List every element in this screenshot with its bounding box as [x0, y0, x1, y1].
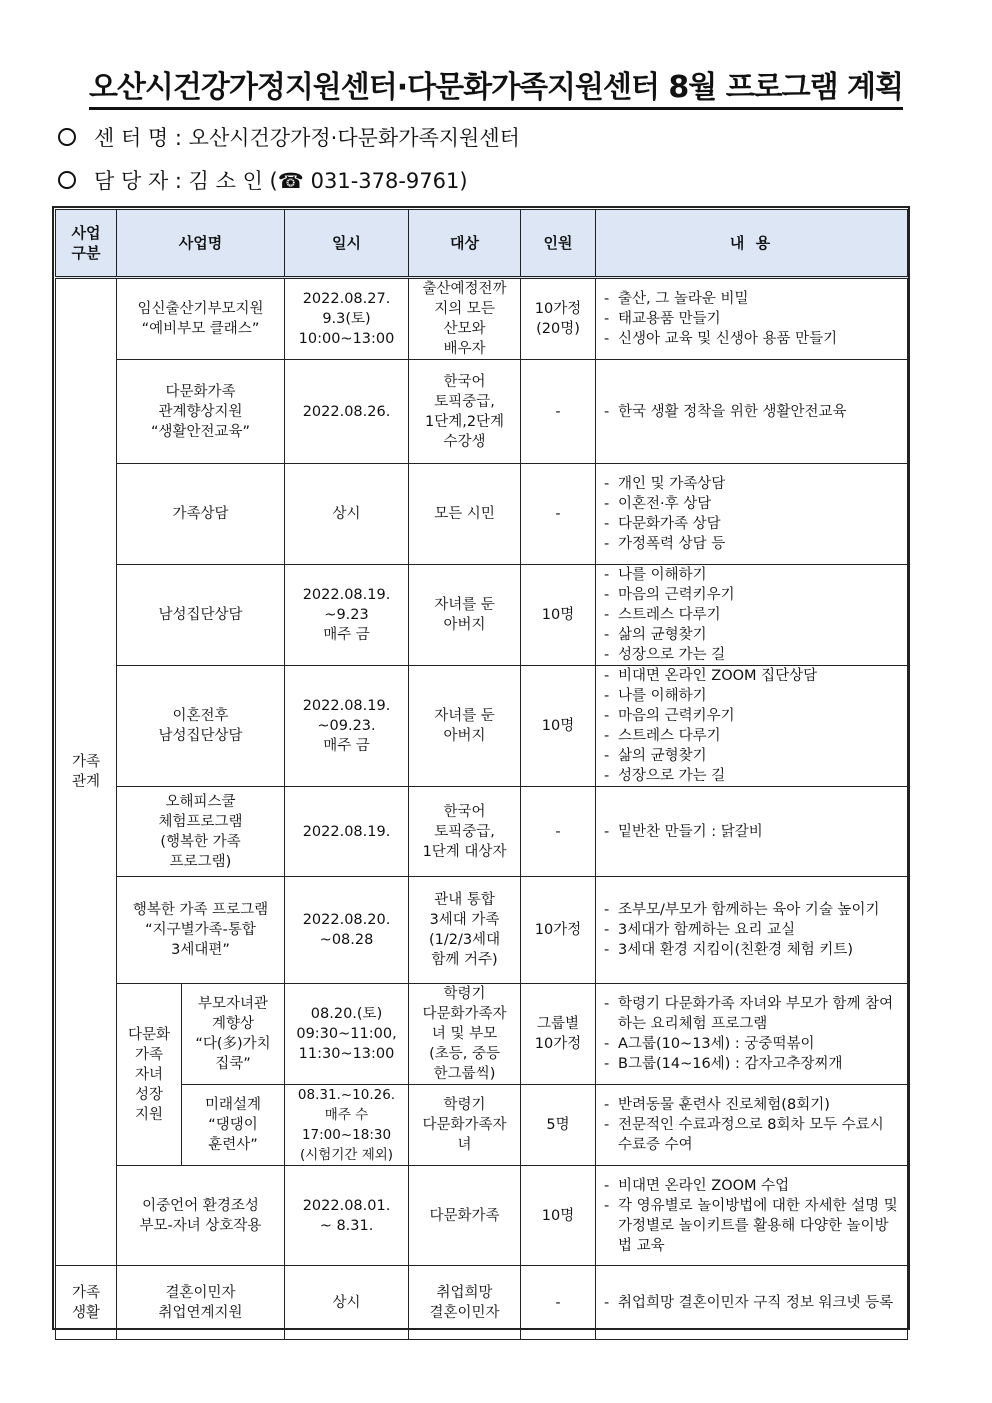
row-name: 다문화가족 관계향상지원 “생활안전교육” [117, 360, 285, 464]
content-item: - 나를 이해하기 [604, 565, 901, 585]
row-date: 2022.08.01. ~ 8.31. [285, 1166, 409, 1266]
circle-bullet-icon [58, 171, 76, 189]
row-target: 출산예정전까 지의 모든 산모와 배우자 [409, 278, 521, 360]
content-item: - 이혼전·후 상담 [604, 494, 901, 514]
manager-label: 담 당 자 : [94, 169, 182, 193]
content-item: - 스트레스 다루기 [604, 605, 901, 625]
content-item: - 개인 및 가족상담 [604, 474, 901, 494]
row-date: 2022.08.19. ~9.23 매주 금 [285, 565, 409, 666]
row-target: 한국어 토픽중급, 1단계,2단계 수강생 [409, 360, 521, 464]
manager-phone: 031-378-9761 [310, 169, 460, 193]
category-family: 가족 관계 [56, 278, 117, 1266]
row-people: 그룹별 10가정 [521, 984, 596, 1085]
center-name: 오산시건강가정·다문화가족지원센터 [188, 126, 520, 150]
circle-bullet-icon [58, 128, 76, 146]
header-category: 사업 구분 [56, 210, 117, 278]
row-name: 남성집단상담 [117, 565, 285, 666]
row-people: 10가정 (20명) [521, 278, 596, 360]
content-item: - 전문적인 수료과정으로 8회차 모두 수료시 수료증 수여 [604, 1115, 901, 1155]
content-item: - 취업희망 결혼이민자 구직 정보 워크넷 등록 [604, 1293, 901, 1313]
header-date: 일시 [285, 210, 409, 278]
row-date: 08.20.(토) 09:30~11:00, 11:30~13:00 [285, 984, 409, 1085]
page-title: 오산시건강가정지원센터·다문화가족지원센터 8월 프로그램 계획 [0, 62, 992, 106]
row-name: 미래설계 “댕댕이 훈련사” [182, 1085, 285, 1166]
row-name: 행복한 가족 프로그램 “지구별가족-통합 3세대편” [117, 877, 285, 984]
row-content [596, 984, 908, 1085]
table-row [56, 666, 908, 787]
content-item: - A그룹(10~13세) : 궁중떡볶이 [604, 1034, 901, 1054]
row-name: 이혼전후 남성집단상담 [117, 666, 285, 787]
content-item: - 한국 생활 정착을 위한 생활안전교육 [604, 402, 901, 422]
row-date: 2022.08.27. 9.3(토) 10:00~13:00 [285, 278, 409, 360]
row-content [596, 360, 908, 464]
row-name: 가족상담 [117, 464, 285, 565]
row-date: 2022.08.19. [285, 787, 409, 877]
content-item: - B그룹(14~16세) : 감자고추장찌개 [604, 1054, 901, 1074]
content-item: - 신생아 교육 및 신생아 용품 만들기 [604, 329, 901, 349]
table-row [56, 278, 908, 360]
row-target: 관내 통합 3세대 가족 (1/2/3세대 함께 거주) [409, 877, 521, 984]
row-content [596, 1085, 908, 1166]
row-target: 다문화가족 [409, 1166, 521, 1266]
content-item: - 가정폭력 상담 등 [604, 534, 901, 554]
header-people: 인원 [521, 210, 596, 278]
row-target: 자녀를 둔 아버지 [409, 666, 521, 787]
row-target: 모든 시민 [409, 464, 521, 565]
table-row [56, 787, 908, 877]
content-item: - 나를 이해하기 [604, 686, 901, 706]
content-item: - 스트레스 다루기 [604, 726, 901, 746]
row-date: 상시 [285, 1266, 409, 1340]
content-item: - 삶의 균형찾기 [604, 625, 901, 645]
content-item: - 마음의 근력키우기 [604, 585, 901, 605]
row-name: 부모자녀관 계향상 “다(多)가치 집쿡” [182, 984, 285, 1085]
center-info [58, 122, 520, 152]
row-target: 한국어 토픽중급, 1단계 대상자 [409, 787, 521, 877]
category-life: 가족 생활 [56, 1266, 117, 1340]
table-row [56, 360, 908, 464]
content-item: - 반려동물 훈련사 진로체험(8회기) [604, 1095, 901, 1115]
row-content [596, 565, 908, 666]
table-row [56, 565, 908, 666]
content-item: - 3세대 환경 지킴이(친환경 체험 키트) [604, 940, 901, 960]
row-content [596, 877, 908, 984]
row-content [596, 278, 908, 360]
row-content [596, 464, 908, 565]
center-label: 센 터 명 : [94, 126, 182, 150]
row-people: - [521, 1266, 596, 1340]
manager-name: 김 소 인 [188, 169, 263, 193]
row-date: 2022.08.26. [285, 360, 409, 464]
row-date: 2022.08.20. ~08.28 [285, 877, 409, 984]
subgroup-label: 다문화 가족 자녀 성장 지원 [117, 984, 182, 1166]
row-name: 이중언어 환경조성 부모-자녀 상호작용 [117, 1166, 285, 1266]
content-item: - 삶의 균형찾기 [604, 746, 901, 766]
row-people: 10명 [521, 1166, 596, 1266]
header-name: 사업명 [117, 210, 285, 278]
row-people: 10명 [521, 565, 596, 666]
table-row [56, 877, 908, 984]
content-item: - 다문화가족 상담 [604, 514, 901, 534]
manager-info: 담 당 자 : 김 소 인 (☎ 031-378-9761) [58, 165, 468, 195]
content-item: - 조부모/부모가 함께하는 육아 기술 높이기 [604, 900, 901, 920]
content-item: - 태교용품 만들기 [604, 309, 901, 329]
row-target: 학령기 다문화가족자 녀 [409, 1085, 521, 1166]
content-item: - 출산, 그 놀라운 비밀 [604, 289, 901, 309]
row-people: - [521, 464, 596, 565]
table-row [56, 464, 908, 565]
header-content: 내 용 [596, 210, 908, 278]
table-row [56, 1166, 908, 1266]
row-date: 상시 [285, 464, 409, 565]
content-item: - 성장으로 가는 길 [604, 766, 901, 786]
row-content [596, 787, 908, 877]
row-name: 임신출산기부모지원 “예비부모 클래스” [117, 278, 285, 360]
table-row [56, 984, 908, 1085]
row-content [596, 1166, 908, 1266]
content-item: - 밑반찬 만들기 : 닭갈비 [604, 822, 901, 842]
content-item: - 마음의 근력키우기 [604, 706, 901, 726]
row-name: 결혼이민자 취업연계지원 [117, 1266, 285, 1340]
content-item: - 학령기 다문화가족 자녀와 부모가 함께 참여하는 요리체험 프로그램 [604, 994, 901, 1034]
table-header-row [56, 210, 908, 278]
row-people: - [521, 787, 596, 877]
row-people: - [521, 360, 596, 464]
row-target: 취업희망 결혼이민자 [409, 1266, 521, 1340]
row-target: 학령기 다문화가족자 녀 및 부모 (초등, 중등 한그룹씩) [409, 984, 521, 1085]
content-item: - 비대면 온라인 ZOOM 수업 [604, 1176, 901, 1196]
row-content [596, 1266, 908, 1340]
phone-icon: ☎ [277, 169, 304, 193]
content-item: - 각 영유별로 놀이방법에 대한 자세한 설명 및 가정별로 놀이키트를 활용해 다양한 놀이방법 교육 [604, 1196, 901, 1256]
content-item: - 3세대가 함께하는 요리 교실 [604, 920, 901, 940]
content-item: - 비대면 온라인 ZOOM 집단상담 [604, 666, 901, 686]
row-content [596, 666, 908, 787]
content-item: - 성장으로 가는 길 [604, 645, 901, 665]
program-table [55, 209, 908, 1340]
row-date: 08.31.~10.26. 매주 수 17:00~18:30 (시험기간 제외) [285, 1085, 409, 1166]
row-date: 2022.08.19. ~09.23. 매주 금 [285, 666, 409, 787]
row-people: 10가정 [521, 877, 596, 984]
table-row [56, 1266, 908, 1340]
row-people: 10명 [521, 666, 596, 787]
header-target: 대상 [409, 210, 521, 278]
row-name: 오해피스쿨 체험프로그램 (행복한 가족 프로그램) [117, 787, 285, 877]
row-people: 5명 [521, 1085, 596, 1166]
row-target: 자녀를 둔 아버지 [409, 565, 521, 666]
table-row [56, 1085, 908, 1166]
